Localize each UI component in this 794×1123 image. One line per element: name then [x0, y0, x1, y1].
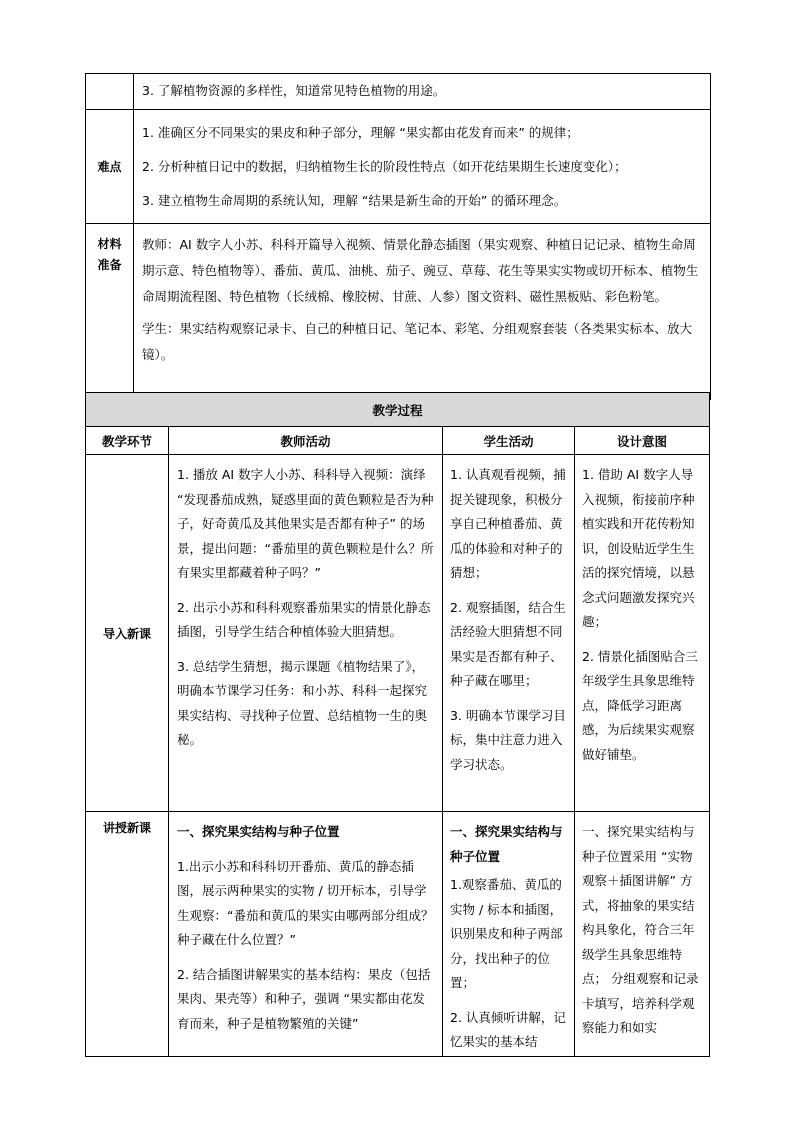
design-intent: 1. 借助 AI 数字人导入视频，衔接前序种植实践和开花传粉知识，创设贴近学生生活的探究情境，以悬念式问题激发探究兴趣；	[582, 467, 695, 629]
stage-new-lesson: 讲授新课	[86, 812, 169, 1057]
student-activity: 1.观察番茄、黄瓜的实物 / 标本和插图，识别果皮和种子两部分，找出种子的位置；	[450, 877, 563, 990]
header-teacher: 教师活动	[169, 427, 443, 455]
stage-intro: 导入新课	[86, 455, 169, 812]
lesson-plan-top-table	[85, 73, 711, 400]
header-intent: 设计意图	[575, 427, 710, 455]
design-intent: 一、探究果实结构与种子位置采用 “实物观察＋插图讲解” 方式，将抽象的果实结构具象化，符合三年级学生具象思维特点； 分组观察和记录卡填写，培养科学观察能力和如实	[582, 824, 699, 1035]
objective-label-cell	[86, 74, 134, 110]
materials-teacher: 教师：AI 数字人小苏、科科开篇导入视频、情景化静态插图（果实观察、种植日记记录、植物生命周期示意、特色植物等）、番茄、黄瓜、油桃、茄子、豌豆、草莓、花生等果实实物或切开标本、植物生命周期流程图、特色植物（长绒棉、橡胶树、甘蔗、人参）图文资料、磁性黑板贴、彩色粉笔。	[142, 237, 699, 304]
student-activity: 1. 认真观看视频，捕捉关键现象，积极分享自己种植番茄、黄瓜的体验和对种子的猜想；	[450, 467, 566, 580]
difficulty-item: 2. 分析种植日记中的数据，归纳植物生长的阶段性特点（如开花结果期生长速度变化）；	[142, 159, 627, 174]
student-activity: 3. 明确本节课学习目标，集中注意力进入学习状态。	[450, 707, 566, 772]
teacher-section-title: 一、探究果实结构与种子位置	[177, 824, 340, 839]
teacher-activity: 3. 总结学生猜想，揭示课题《植物结果了》，明确本节课学习任务：和小苏、科科一起探究果实结构、寻找种子位置、总结植物一生的奥秘。	[177, 658, 428, 747]
materials-label: 材料 准备	[86, 224, 134, 400]
header-student: 学生活动	[443, 427, 575, 455]
teacher-activity: 2. 出示小苏和科科观察番茄果实的情景化静态插图，引导学生结合种植体验大胆猜想。	[177, 599, 431, 639]
difficulty-label: 难点	[86, 110, 134, 224]
difficulty-item: 3. 建立植物生命周期的系统认知，理解 “结果是新生命的开始” 的循环理念。	[142, 193, 567, 208]
teaching-process-table	[85, 392, 710, 1057]
teacher-activity: 1.出示小苏和科科切开番茄、黄瓜的静态插图，展示两种果实的实物 / 切开标本，引导学生观察：“番茄和黄瓜的果实由哪两部分组成？种子藏在什么位置？”	[177, 858, 434, 947]
student-activity: 2. 认真倾听讲解，记忆果实的基本结	[450, 1009, 566, 1049]
header-stage: 教学环节	[86, 427, 169, 455]
teacher-activity: 2. 结合插图讲解果实的基本结构：果皮（包括果肉、果壳等）和种子，强调 “果实都由花发育而来，种子是植物繁殖的关键”	[177, 966, 431, 1031]
design-intent: 2. 情景化插图贴合三年级学生具象思维特点，降低学习距离感，为后续果实观察做好铺垫。	[582, 648, 698, 762]
process-title: 教学过程	[86, 393, 710, 427]
student-section-title: 一、探究果实结构与种子位置	[450, 824, 563, 864]
materials-student: 学生：果实结构观察记录卡、自己的种植日记、笔记本、彩笔、分组观察套装（各类果实标本、放大镜）。	[142, 321, 693, 362]
difficulty-item: 1. 准确区分不同果实的果皮和种子部分，理解 “果实都由花发育而来” 的规律；	[142, 125, 579, 140]
teacher-activity: 1. 播放 AI 数字人小苏、科科导入视频：演绎 “发现番茄成熟，疑惑里面的黄色颗粒是否为种子，好奇黄瓜及其他果实是否都有种子” 的场景，提出问题：“番茄里的黄色颗粒是什么？所有果实里都藏着种子吗？”	[177, 467, 434, 580]
objective-3: 3. 了解植物资源的多样性，知道常见特色植物的用途。	[142, 83, 446, 98]
student-activity: 2. 观察插图，结合生活经验大胆猜想不同果实是否都有种子、种子藏在哪里；	[450, 599, 566, 688]
